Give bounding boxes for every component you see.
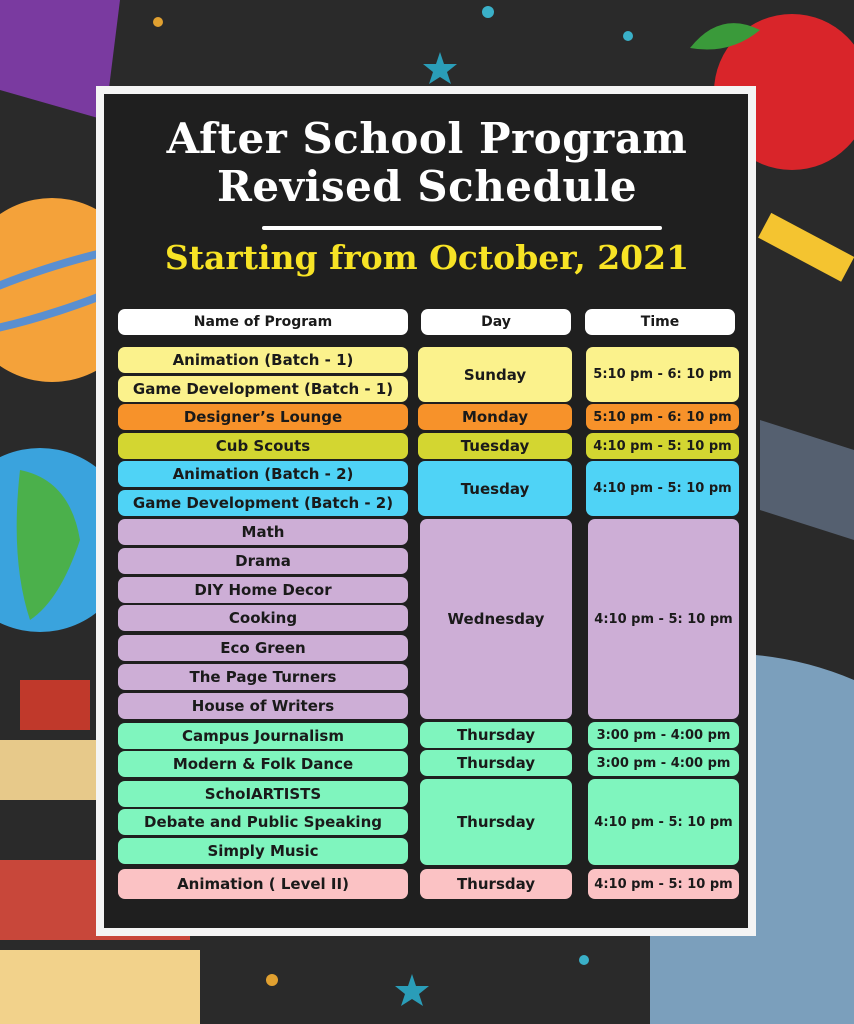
day-cell: Tuesday bbox=[418, 433, 572, 459]
confetti-dot-4 bbox=[266, 974, 278, 986]
program-cell: Game Development (Batch - 2) bbox=[118, 490, 408, 516]
column-header-time: Time bbox=[585, 309, 735, 335]
day-cell: Wednesday bbox=[420, 519, 572, 719]
program-cell: The Page Turners bbox=[118, 664, 408, 690]
program-cell: DIY Home Decor bbox=[118, 577, 408, 603]
page-title-line1: After School Program bbox=[166, 114, 688, 163]
time-cell: 4:10 pm - 5: 10 pm bbox=[586, 461, 739, 516]
program-cell: Animation (Batch - 2) bbox=[118, 461, 408, 487]
day-cell: Thursday bbox=[420, 750, 572, 776]
program-cell: House of Writers bbox=[118, 693, 408, 719]
program-cell: Cub Scouts bbox=[118, 433, 408, 459]
program-cell: Simply Music bbox=[118, 838, 408, 864]
program-cell: Game Development (Batch - 1) bbox=[118, 376, 408, 402]
program-cell: Eco Green bbox=[118, 635, 408, 661]
program-cell: Cooking bbox=[118, 605, 408, 631]
program-cell: Animation (Batch - 1) bbox=[118, 347, 408, 373]
program-cell: SchoIARTISTS bbox=[118, 781, 408, 807]
books-icon bbox=[0, 740, 110, 800]
page-subtitle: Starting from October, 2021 bbox=[164, 238, 690, 277]
books-icon-3 bbox=[0, 950, 200, 1024]
title-divider bbox=[262, 226, 662, 230]
column-header-day: Day bbox=[421, 309, 571, 335]
time-cell: 3:00 pm - 4:00 pm bbox=[588, 722, 739, 748]
confetti-dot-2 bbox=[153, 17, 163, 27]
time-cell: 3:00 pm - 4:00 pm bbox=[588, 750, 739, 776]
star-icon-2 bbox=[395, 974, 429, 1006]
globe-stand-icon bbox=[20, 680, 90, 730]
day-cell: Monday bbox=[418, 404, 572, 430]
time-cell: 4:10 pm - 5: 10 pm bbox=[588, 519, 739, 719]
star-icon bbox=[423, 52, 457, 84]
time-cell: 5:10 pm - 6: 10 pm bbox=[586, 347, 739, 402]
program-cell: Designer’s Lounge bbox=[118, 404, 408, 430]
time-cell: 5:10 pm - 6: 10 pm bbox=[586, 404, 739, 430]
program-cell: Debate and Public Speaking bbox=[118, 809, 408, 835]
column-header-program: Name of Program bbox=[118, 309, 408, 335]
time-cell: 4:10 pm - 5: 10 pm bbox=[586, 433, 739, 459]
program-cell: Campus Journalism bbox=[118, 723, 408, 749]
confetti-dot-5 bbox=[579, 955, 589, 965]
day-cell: Thursday bbox=[420, 779, 572, 865]
confetti-dot-3 bbox=[623, 31, 633, 41]
day-cell: Tuesday bbox=[418, 461, 572, 516]
graduation-cap-icon bbox=[760, 420, 854, 540]
day-cell: Thursday bbox=[420, 722, 572, 748]
day-cell: Sunday bbox=[418, 347, 572, 402]
page-title-line2: Revised Schedule bbox=[216, 162, 638, 211]
program-cell: Math bbox=[118, 519, 408, 545]
program-cell: Modern & Folk Dance bbox=[118, 751, 408, 777]
time-cell: 4:10 pm - 5: 10 pm bbox=[588, 779, 739, 865]
time-cell: 4:10 pm - 5: 10 pm bbox=[588, 869, 739, 899]
confetti-dot bbox=[482, 6, 494, 18]
program-cell: Animation ( Level II) bbox=[118, 869, 408, 899]
day-cell: Thursday bbox=[420, 869, 572, 899]
program-cell: Drama bbox=[118, 548, 408, 574]
